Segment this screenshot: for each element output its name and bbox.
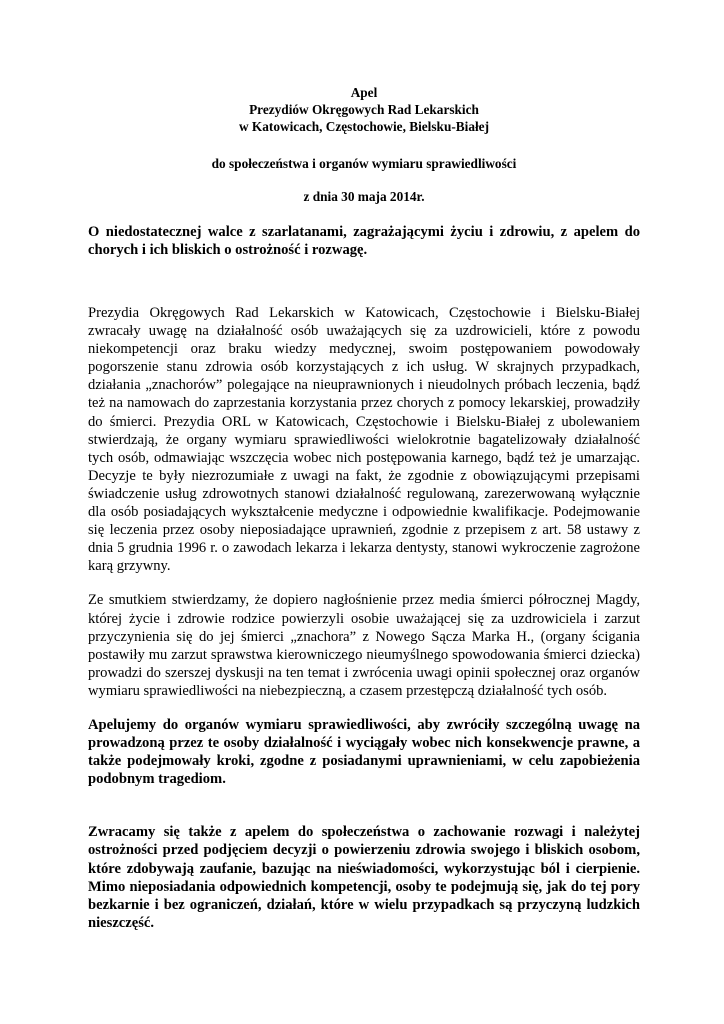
header-issuer: Prezydiów Okręgowych Rad Lekarskich	[249, 102, 479, 117]
document-header	[88, 84, 640, 135]
document-subject: O niedostatecznej walce z szarlatanami, zagrażającymi życiu i zdrowiu, z apelem do chorych i ich bliskich o ostrożność i rozwagę.	[88, 224, 640, 258]
header-title: Apel	[350, 85, 378, 100]
document-date: z dnia 30 maja 2014r.	[303, 189, 425, 204]
header-locations: w Katowicach, Częstochowie, Bielsku-Białej	[238, 119, 490, 134]
body-paragraph-2: Ze smutkiem stwierdzamy, że dopiero nagłośnienie przez media śmierci półrocznej Magdy, której życie i zdrowie rodzice powierzyli osobie uważającej się za uzdrowiciela i zarzut przyczynienia się do jej śmierci „znachora” z Nowego Sącza Marka H., (organy ścigania postawiły mu zarzut sprawstwa kierowniczego nieumyślnego spowodowania śmierci dziecka) prowadzi do szerszej dyskusji na ten temat i zwrócenia uwagi opinii społecznej oraz organów wymiaru sprawiedliwości na niebezpieczną, a czasem przestępczą działalność tych osób.	[88, 592, 640, 699]
addressee-line: do społeczeństwa i organów wymiaru sprawiedliwości	[211, 156, 517, 171]
appeal-justice-paragraph: Apelujemy do organów wymiaru sprawiedliwości, aby zwróciły szczególną uwagę na prowadzoną przez te osoby działalność i wyciągały wobec nich konsekwencje prawne, a także podejmowały kroki, zgodne z posiadanymi uprawnieniami, w celu zapobieżenia podobnym tragediom.	[88, 716, 640, 788]
body-paragraph-1: Prezydia Okręgowych Rad Lekarskich w Katowicach, Częstochowie i Bielsku-Białej zwracały uwagę na działalność osób uważających się za uzdrowicieli, które z powodu niekompetencji oraz braku wiedzy medycznej, swoim postępowaniem powodowały pogorszenie stanu zdrowia osób korzystających z ich usług. W skrajnych przypadkach, działania „znachorów” polegające na nieuprawnionych i nieudolnych próbach leczenia, bądź też na namowach do zaprzestania korzystania przez chorych z pomocy lekarskiej, prowadziły do śmierci. Prezydia ORL w Katowicach, Częstochowie i Bielsku-Białej z ubolewaniem stwierdzają, że organy wymiaru sprawiedliwości wielokrotnie bagatelizowały działalność tych osób, odmawiając wszczęcia wobec nich postępowania karnego, bądź też je umarzając. Decyzje te były niezrozumiałe z uwagi na fakt, że zgodnie z obowiązującymi przepisami świadczenie usług zdrowotnych stanowi działalność regulowaną, zarezerwowaną wyłącznie dla osób posiadających wykształcenie medyczne i odpowiednie kwalifikacje. Podejmowanie się leczenia przez osoby nieposiadające uprawnień, zgodnie z przepisem z art. 58 ustawy z dnia 5 grudnia 1996 r. o zawodach lekarza i lekarza dentysty, stanowi wykroczenie zagrożone karą grzywny.	[88, 305, 640, 575]
appeal-society-paragraph: Zwracamy się także z apelem do społeczeństwa o zachowanie rozwagi i należytej ostrożności przed podjęciem decyzji o powierzeniu zdrowia swojego i bliskich osobom, które zdobywają zaufanie, bazując na nieświadomości, wykorzystując ból i cierpienie. Mimo nieposiadania odpowiednich kompetencji, osoby te podejmują się, jak do tej pory bezkarnie i bez ograniczeń, działań, które w wielu przypadkach są przyczyną ludzkich nieszczęść.	[88, 824, 640, 931]
document-page	[88, 84, 640, 932]
